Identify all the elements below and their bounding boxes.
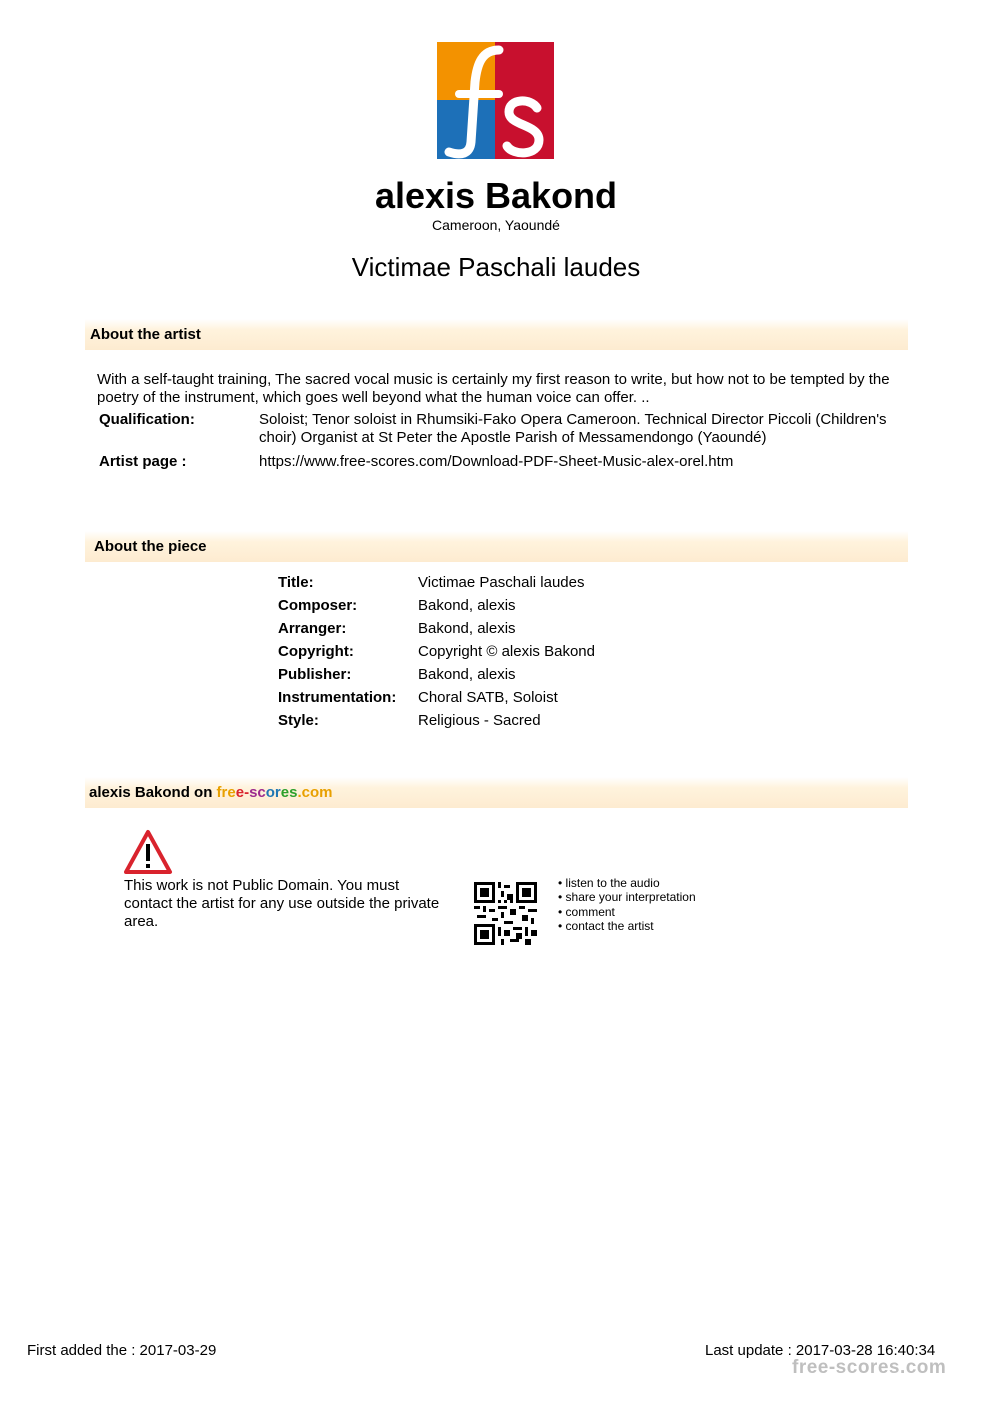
qualification-label: Qualification: xyxy=(99,411,195,428)
instrumentation-label: Instrumentation: xyxy=(278,689,397,706)
instrumentation-value: Choral SATB, Soloist xyxy=(418,689,558,706)
about-piece-heading: About the piece xyxy=(85,531,908,562)
title-label: Title: xyxy=(278,574,314,591)
feature-comment[interactable]: • comment xyxy=(558,905,696,919)
about-artist-heading: About the artist xyxy=(85,319,908,350)
qr-code-icon[interactable] xyxy=(474,882,537,945)
copyright-value: Copyright © alexis Bakond xyxy=(418,643,595,660)
free-scores-logo xyxy=(437,42,554,159)
feature-contact-artist[interactable]: • contact the artist xyxy=(558,919,696,933)
on-freescores-heading xyxy=(85,777,908,808)
not-public-domain-notice: This work is not Public Domain. You must contact the artist for any use outside the private area. xyxy=(124,877,440,930)
on-freescores-prefix: alexis Bakond on xyxy=(89,784,217,801)
freescores-site-name[interactable]: free-scores.com xyxy=(216,784,333,801)
arranger-label: Arranger: xyxy=(278,620,347,637)
feature-list xyxy=(558,876,696,933)
feature-share-interpretation[interactable]: • share your interpretation xyxy=(558,890,696,904)
artist-location: Cameroon, Yaoundé xyxy=(432,217,560,233)
style-value: Religious - Sacred xyxy=(418,712,541,729)
artist-page-link[interactable]: https://www.free-scores.com/Download-PDF-Sheet-Music-alex-orel.htm xyxy=(259,453,734,470)
last-update-date: Last update : 2017-03-28 16:40:34 xyxy=(705,1342,936,1359)
title-value: Victimae Paschali laudes xyxy=(418,574,585,591)
piece-title: Victimae Paschali laudes xyxy=(351,252,641,282)
publisher-label: Publisher: xyxy=(278,666,352,683)
arranger-value: Bakond, alexis xyxy=(418,620,516,637)
artist-name: alexis Bakond xyxy=(374,175,618,216)
first-added-date: First added the : 2017-03-29 xyxy=(27,1342,217,1359)
feature-listen-audio[interactable]: • listen to the audio xyxy=(558,876,696,890)
warning-triangle-icon xyxy=(123,829,173,875)
artist-bio: With a self-taught training, The sacred vocal music is certainly my first reason to write, but how not to be tempted by the poetry of the instrument, which goes well beyond what the human voice can offer. .. xyxy=(97,371,890,406)
footer-logo: free-scores.com xyxy=(792,1357,947,1378)
qualification-value: Soloist; Tenor soloist in Rhumsiki-Fako Opera Cameroon. Technical Director Piccoli (Children's choir) Organist at St Peter the Apostle Parish of Messamendongo (Yaoundé) xyxy=(259,411,887,446)
composer-value: Bakond, alexis xyxy=(418,597,516,614)
publisher-value: Bakond, alexis xyxy=(418,666,516,683)
style-label: Style: xyxy=(278,712,319,729)
artist-page-label: Artist page : xyxy=(99,453,187,470)
composer-label: Composer: xyxy=(278,597,358,614)
copyright-label: Copyright: xyxy=(278,643,354,660)
